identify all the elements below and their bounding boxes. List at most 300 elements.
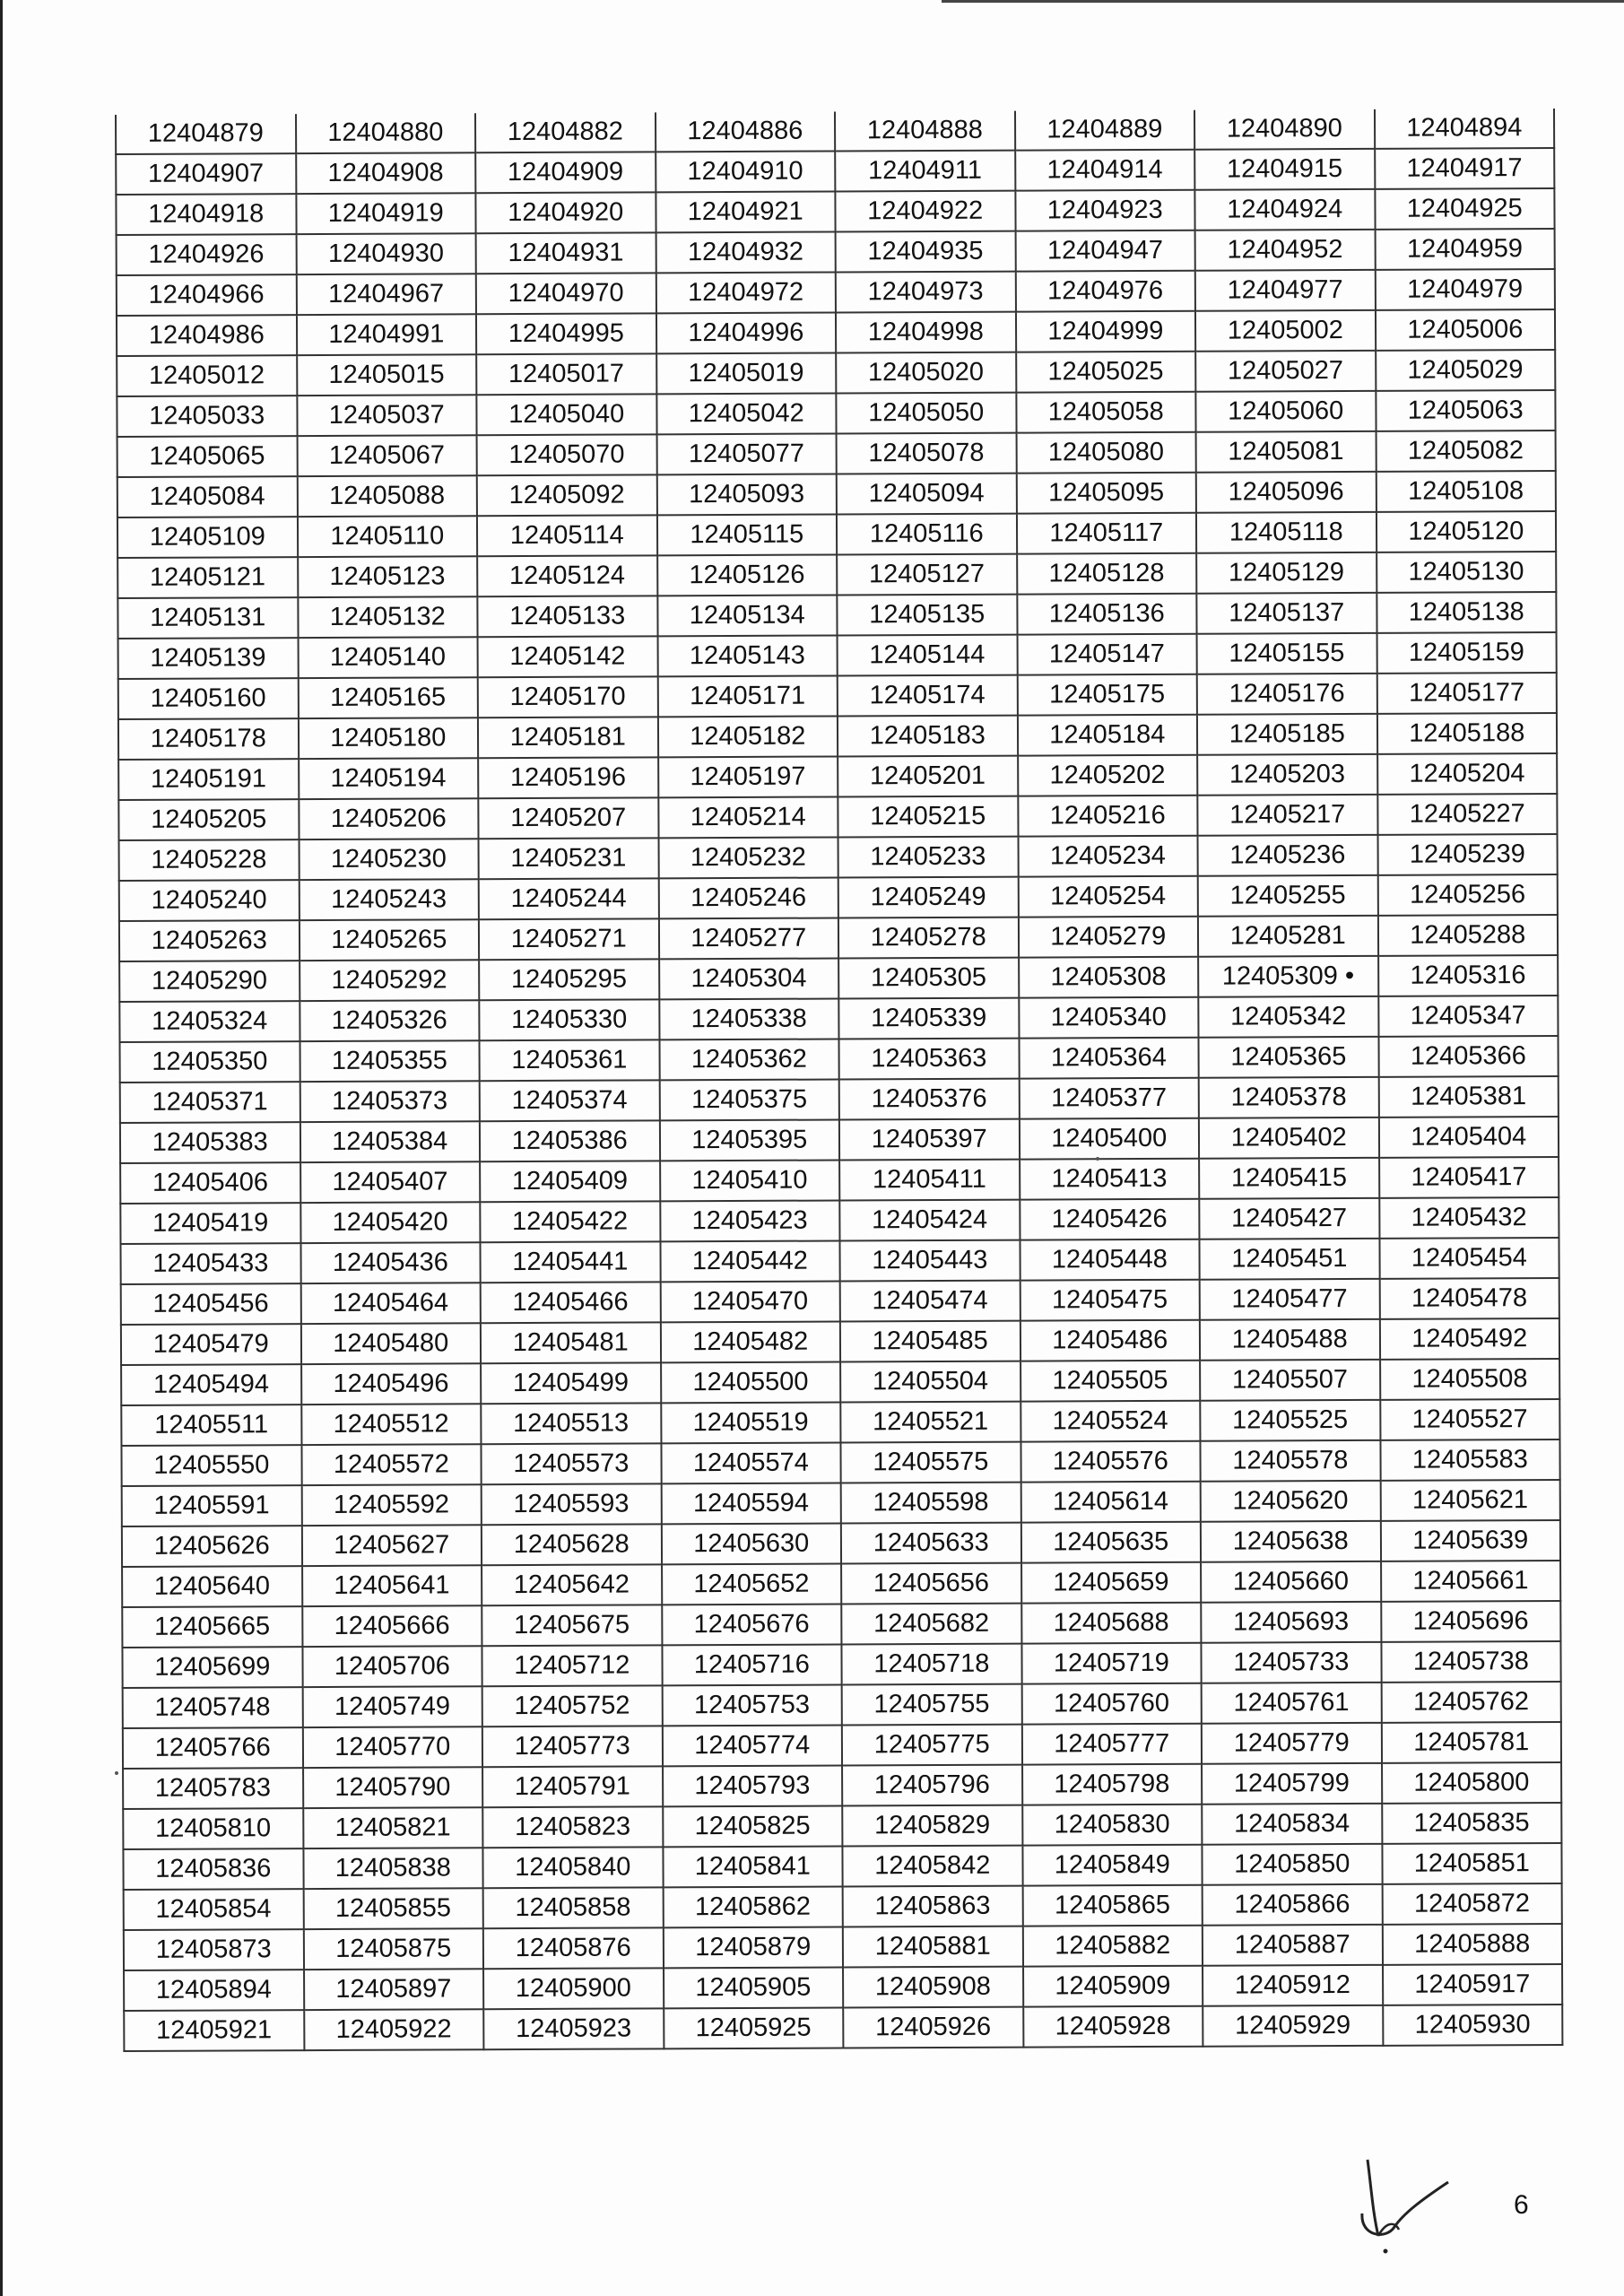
table-cell: 12405413: [1020, 1159, 1200, 1200]
table-cell: 12405214: [658, 796, 838, 838]
table-cell: 12404995: [476, 313, 656, 354]
table-cell: 12405308: [1019, 957, 1199, 998]
table-cell: 12405790: [303, 1767, 483, 1808]
table-cell: 12405456: [121, 1283, 301, 1325]
table-cell: 12405411: [839, 1160, 1020, 1201]
table-cell: 12405397: [839, 1119, 1020, 1161]
table-cell: 12405063: [1376, 390, 1556, 431]
table-cell: 12405175: [1017, 674, 1197, 716]
table-cell: 12405626: [122, 1526, 302, 1567]
table-cell: 12405796: [842, 1765, 1022, 1806]
table-cell: 12405477: [1200, 1279, 1380, 1320]
table-cell: 12405810: [123, 1808, 303, 1849]
table-cell: 12405738: [1381, 1641, 1561, 1683]
table-cell: 12405217: [1197, 795, 1377, 836]
table-cell: 12405508: [1380, 1359, 1560, 1400]
table-cell: 12405080: [1016, 432, 1196, 474]
table-cell: 12405006: [1375, 309, 1555, 351]
table-cell: 12405231: [479, 838, 659, 879]
table-cell: 12405800: [1382, 1762, 1562, 1804]
table-cell: 12405117: [1016, 513, 1196, 554]
table-cell: 12405760: [1021, 1683, 1202, 1725]
table-cell: 12405441: [480, 1241, 660, 1283]
table-row: [123, 1722, 1561, 1769]
table-cell: 12404879: [116, 114, 296, 154]
table-cell: 12405716: [662, 1644, 842, 1685]
table-cell: 12405191: [118, 759, 299, 800]
table-cell: 12405058: [1016, 392, 1196, 433]
table-cell: 12405025: [1016, 352, 1196, 393]
table-cell: 12405422: [480, 1201, 660, 1242]
table-cell: 12405830: [1022, 1805, 1203, 1846]
table-cell: 12405432: [1379, 1197, 1559, 1239]
table-cell: 12405905: [664, 1967, 844, 2008]
table-cell: 12405426: [1020, 1199, 1200, 1240]
table-row: [118, 794, 1557, 840]
table-cell: 12405661: [1381, 1561, 1561, 1602]
table-cell: 12405240: [119, 880, 300, 921]
table-cell: 12405093: [656, 474, 837, 515]
table-cell: 12405423: [660, 1200, 840, 1241]
table-cell: 12405930: [1383, 2005, 1563, 2046]
table-cell: 12405929: [1203, 2005, 1383, 2047]
table-cell: 12405050: [836, 393, 1016, 434]
table-cell: 12405263: [119, 920, 300, 961]
table-cell: 12405900: [483, 1968, 664, 2009]
table-cell: 12405620: [1201, 1481, 1381, 1522]
table-cell: 12404911: [835, 151, 1015, 192]
table-cell: 12405909: [1023, 1966, 1203, 2007]
table-cell: 12405639: [1380, 1520, 1560, 1561]
table-cell: 12405485: [840, 1321, 1020, 1362]
table-cell: 12405114: [477, 515, 657, 556]
table-cell: 12405206: [299, 798, 479, 839]
table-cell: 12405527: [1380, 1399, 1560, 1440]
table-cell: 12405504: [840, 1361, 1020, 1403]
table-cell: 12405033: [117, 396, 297, 437]
roll-number-table-body: [116, 109, 1562, 2051]
table-row: [120, 1076, 1559, 1123]
table-cell: 12405466: [481, 1282, 661, 1323]
table-row: [118, 632, 1557, 679]
table-cell: 12405409: [480, 1161, 660, 1202]
table-cell: 12405037: [297, 395, 477, 436]
table-cell: 12405897: [304, 1969, 484, 2010]
table-cell: 12405092: [477, 474, 657, 516]
table-cell: 12405196: [478, 757, 658, 798]
table-cell: 12405176: [1197, 674, 1377, 715]
table-cell: 12405230: [299, 839, 479, 880]
table-cell: 12405410: [660, 1160, 840, 1201]
table-cell: 12405863: [843, 1886, 1023, 1927]
table-cell: 12405402: [1199, 1118, 1379, 1159]
table-cell: 12405761: [1202, 1683, 1382, 1724]
table-cell: 12405239: [1377, 834, 1558, 875]
table-cell: 12405854: [124, 1889, 304, 1930]
table-cell: 12405216: [1018, 796, 1198, 837]
table-cell: 12405094: [837, 474, 1017, 515]
table-cell: 12405129: [1196, 552, 1376, 594]
table-cell: 12405347: [1378, 996, 1559, 1037]
table-cell: 12405134: [657, 595, 838, 636]
table-cell: 12405481: [481, 1322, 661, 1363]
table-row: [117, 269, 1555, 316]
table-cell: 12405404: [1378, 1117, 1559, 1158]
table-cell: 12404932: [656, 231, 836, 273]
table-cell: 12405246: [658, 877, 838, 918]
table-row: [123, 1843, 1561, 1890]
table-cell: 12405159: [1376, 632, 1557, 674]
table-cell: 12404959: [1375, 229, 1555, 270]
table-cell: 12404915: [1194, 149, 1375, 190]
table-cell: 12404908: [296, 152, 476, 194]
table-cell: 12405233: [838, 837, 1019, 878]
table-cell: 12404996: [656, 312, 836, 353]
table-cell: 12405443: [839, 1240, 1020, 1282]
table-cell: 12404972: [656, 272, 836, 313]
table-cell: 12405770: [302, 1726, 482, 1768]
table-cell: 12405020: [836, 352, 1016, 394]
table-cell: 12405480: [300, 1323, 481, 1364]
table-cell: 12405309 •: [1198, 956, 1378, 997]
table-cell: 12405841: [663, 1846, 843, 1887]
table-row: [117, 430, 1556, 477]
table-cell: 12405753: [662, 1684, 842, 1726]
table-cell: 12405324: [119, 1001, 300, 1042]
table-cell: 12405500: [661, 1361, 841, 1403]
table-cell: 12405640: [122, 1566, 302, 1607]
table-cell: 12405494: [121, 1364, 301, 1405]
table-cell: 12405406: [120, 1162, 300, 1204]
table-cell: 12404979: [1375, 269, 1555, 310]
table-cell: 12405236: [1198, 835, 1378, 876]
table-cell: 12405084: [117, 476, 298, 517]
table-cell: 12405875: [303, 1928, 483, 1970]
table-cell: 12405070: [477, 434, 657, 475]
table-cell: 12405676: [662, 1604, 842, 1645]
table-cell: 12405395: [659, 1119, 839, 1161]
table-row: [124, 1883, 1562, 1930]
table-cell: 12405505: [1020, 1361, 1201, 1402]
table-row: [120, 1157, 1559, 1204]
table-cell: 12405407: [300, 1161, 481, 1203]
table-cell: 12405442: [660, 1240, 840, 1282]
table-cell: 12404931: [476, 232, 656, 274]
table-cell: 12405375: [659, 1079, 839, 1120]
table-cell: 12405330: [479, 999, 659, 1040]
table-cell: 12405305: [838, 958, 1019, 999]
table-cell: 12404886: [655, 111, 835, 152]
table-cell: 12405829: [842, 1805, 1022, 1847]
table-cell: 12405373: [300, 1081, 480, 1122]
table-cell: 12405042: [656, 393, 837, 434]
table-cell: 12405160: [118, 678, 299, 719]
table-cell: 12405133: [477, 596, 657, 637]
table-cell: 12405095: [1016, 473, 1196, 514]
table-cell: 12404920: [475, 192, 656, 233]
scan-speck: [115, 1771, 118, 1775]
table-cell: 12405641: [302, 1565, 482, 1606]
table-cell: 12405928: [1023, 2006, 1203, 2048]
table-cell: 12405417: [1379, 1157, 1559, 1198]
table-row: [116, 148, 1554, 195]
table-cell: 12405488: [1200, 1319, 1380, 1361]
table-row: [118, 713, 1557, 760]
table-row: [121, 1278, 1559, 1325]
table-cell: 12405479: [121, 1324, 301, 1365]
table-row: [122, 1520, 1560, 1567]
table-cell: 12405127: [837, 554, 1017, 596]
table-cell: 12405183: [838, 716, 1018, 757]
table-cell: 12405823: [482, 1806, 663, 1848]
table-cell: 12405027: [1195, 351, 1376, 392]
table-cell: 12404935: [836, 231, 1016, 273]
table-cell: 12405912: [1203, 1965, 1383, 2006]
table-cell: 12405082: [1376, 430, 1556, 472]
table-cell: 12405598: [841, 1483, 1021, 1524]
table-row: [117, 471, 1556, 517]
table-cell: 12405821: [303, 1807, 483, 1848]
table-cell: 12405849: [1022, 1845, 1203, 1886]
table-row: [122, 1561, 1560, 1607]
table-cell: 12405719: [1021, 1643, 1202, 1684]
table-cell: 12405525: [1200, 1400, 1380, 1441]
table-cell: 12405203: [1197, 754, 1377, 796]
table-row: [123, 1762, 1561, 1809]
table-cell: 12405123: [298, 556, 478, 597]
table-cell: 12404930: [296, 233, 476, 274]
table-cell: 12404890: [1194, 109, 1375, 150]
table-cell: 12405855: [303, 1888, 483, 1929]
table-cell: 12404976: [1015, 271, 1195, 312]
table-row: [120, 1117, 1559, 1163]
table-cell: 12405019: [656, 352, 837, 394]
table-cell: 12405362: [659, 1039, 839, 1080]
table-row: [121, 1359, 1559, 1405]
table-cell: 12405131: [117, 597, 298, 639]
table-cell: 12404921: [656, 191, 836, 232]
table-cell: 12405400: [1019, 1118, 1199, 1160]
table-cell: 12405706: [302, 1646, 482, 1687]
table-cell: 12405573: [481, 1443, 661, 1484]
scan-edge-left: [0, 0, 3, 2296]
table-cell: 12405065: [117, 436, 298, 477]
table-row: [117, 309, 1555, 356]
table-row: [120, 1197, 1559, 1244]
table-cell: 12404947: [1015, 230, 1195, 272]
table-cell: 12405386: [480, 1120, 660, 1161]
table-cell: 12405666: [302, 1605, 482, 1647]
table-cell: 12405155: [1197, 633, 1377, 674]
table-cell: 12405277: [658, 918, 838, 959]
table-cell: 12404999: [1015, 311, 1195, 352]
table-cell: 12405474: [840, 1281, 1020, 1322]
table-cell: 12405675: [482, 1605, 662, 1646]
table-cell: 12405232: [658, 837, 838, 878]
table-cell: 12405366: [1378, 1036, 1559, 1077]
table-cell: 12405088: [297, 475, 477, 517]
table-cell: 12405513: [481, 1403, 661, 1444]
table-cell: 12405201: [838, 756, 1018, 797]
table-cell: 12405592: [301, 1484, 482, 1526]
table-cell: 12404991: [296, 314, 476, 355]
scan-speck: [1096, 1157, 1099, 1161]
signature-mark: [1359, 2151, 1475, 2258]
table-cell: 12405205: [118, 799, 299, 840]
table-cell: 12405888: [1382, 1924, 1562, 1965]
table-cell: 12405627: [301, 1525, 482, 1566]
table-cell: 12405633: [841, 1523, 1021, 1564]
table-cell: 12405143: [657, 635, 838, 676]
table-cell: 12405316: [1378, 955, 1559, 996]
table-row: [116, 109, 1554, 154]
table-cell: 12405142: [478, 636, 658, 677]
table-cell: 12405355: [300, 1040, 480, 1082]
table-cell: 12405135: [837, 595, 1017, 636]
table-cell: 12405882: [1022, 1926, 1203, 1967]
table-cell: 12405496: [301, 1363, 482, 1405]
table-row: [119, 915, 1558, 961]
table-cell: 12404977: [1195, 270, 1376, 311]
table-cell: 12405249: [838, 877, 1019, 918]
table-cell: 12405834: [1202, 1804, 1382, 1845]
table-cell: 12405361: [480, 1039, 660, 1081]
table-cell: 12405118: [1196, 512, 1376, 553]
table-cell: 12405894: [124, 1970, 304, 2011]
table-cell: 12405290: [119, 961, 300, 1002]
table-cell: 12405635: [1020, 1522, 1201, 1563]
table-cell: 12405078: [837, 433, 1017, 474]
table-cell: 12404966: [117, 274, 297, 316]
table-cell: 12405017: [476, 353, 656, 395]
table-cell: 12405521: [840, 1402, 1020, 1443]
table-row: [119, 955, 1558, 1002]
table-cell: 12405825: [663, 1805, 843, 1847]
table-cell: 12405338: [659, 998, 839, 1039]
table-cell: 12404924: [1194, 189, 1375, 230]
table-cell: 12405642: [482, 1564, 662, 1605]
table-cell: 12404914: [1015, 150, 1195, 191]
table-row: [117, 229, 1555, 275]
table-cell: 12405096: [1196, 472, 1376, 513]
table-cell: 12404918: [116, 194, 296, 235]
table-cell: 12405693: [1201, 1602, 1381, 1643]
table-cell: 12405836: [123, 1848, 303, 1890]
table-cell: 12405682: [841, 1604, 1021, 1645]
table-cell: 12405630: [661, 1523, 841, 1564]
table-cell: 12405840: [482, 1847, 663, 1888]
table-cell: 12405688: [1021, 1603, 1202, 1644]
table-cell: 12405575: [840, 1442, 1020, 1483]
table-cell: 12405278: [838, 918, 1019, 959]
table-row: [124, 2005, 1562, 2051]
table-cell: 12405475: [1020, 1280, 1200, 1321]
table-cell: 12405858: [483, 1887, 664, 1928]
table-cell: 12405578: [1200, 1440, 1380, 1482]
table-cell: 12405433: [120, 1243, 300, 1284]
table-cell: 12405376: [839, 1079, 1020, 1120]
table-cell: 12405182: [657, 716, 838, 757]
table-cell: 12405185: [1197, 714, 1377, 755]
table-row: [120, 1238, 1559, 1284]
table-cell: 12405256: [1377, 874, 1558, 916]
table-cell: 12405873: [124, 1929, 304, 1970]
table-cell: 12405384: [300, 1121, 480, 1162]
table-row: [122, 1480, 1560, 1526]
table-row: [116, 188, 1554, 235]
table-row: [117, 552, 1556, 598]
table-cell: 12405881: [843, 1926, 1023, 1968]
table-row: [119, 996, 1558, 1042]
table-cell: 12405835: [1382, 1803, 1562, 1844]
table-cell: 12405482: [660, 1321, 840, 1362]
table-cell: 12405181: [478, 717, 658, 758]
table-cell: 12405067: [297, 435, 477, 476]
table-cell: 12405244: [479, 878, 659, 919]
table-cell: 12405326: [300, 1000, 480, 1041]
table-cell: 12404922: [835, 191, 1015, 232]
table-cell: 12405838: [303, 1848, 483, 1889]
table-cell: 12405436: [300, 1242, 481, 1283]
table-row: [121, 1399, 1559, 1446]
table-cell: 12405215: [838, 796, 1018, 838]
table-cell: 12405378: [1199, 1077, 1379, 1118]
table-cell: 12405576: [1020, 1441, 1201, 1483]
table-cell: 12405115: [656, 514, 837, 555]
table-cell: 12405621: [1380, 1480, 1560, 1521]
table-cell: 12405227: [1377, 794, 1558, 835]
table-cell: 12405420: [300, 1202, 481, 1243]
table-cell: 12405921: [124, 2010, 304, 2051]
table-cell: 12405923: [483, 2008, 664, 2049]
table-cell: 12405371: [120, 1082, 300, 1123]
table-cell: 12405081: [1196, 431, 1376, 473]
table-cell: 12404952: [1195, 230, 1376, 271]
table-cell: 12405574: [661, 1442, 841, 1483]
table-cell: 12404882: [475, 112, 656, 152]
table-cell: 12405773: [482, 1726, 663, 1767]
table-cell: 12405365: [1199, 1037, 1379, 1078]
table-cell: 12405177: [1376, 673, 1557, 714]
table-cell: 12405766: [123, 1727, 303, 1769]
table-cell: 12405204: [1377, 753, 1558, 795]
table-cell: 12405779: [1202, 1723, 1382, 1764]
table-cell: 12405132: [298, 596, 478, 638]
table-cell: 12405749: [302, 1686, 482, 1727]
table-cell: 12404923: [1015, 190, 1195, 231]
table-cell: 12405614: [1020, 1482, 1201, 1523]
table-cell: 12405511: [121, 1405, 301, 1446]
table-cell: 12405184: [1017, 715, 1197, 756]
table-cell: 12405139: [118, 638, 299, 679]
table-cell: 12405144: [838, 635, 1018, 676]
table-row: [121, 1439, 1559, 1486]
table-cell: 12405524: [1020, 1401, 1201, 1442]
table-cell: 12405015: [297, 354, 477, 396]
roll-number-table: [115, 109, 1563, 2052]
table-cell: 12405628: [482, 1524, 662, 1565]
table-cell: 12405419: [120, 1203, 300, 1244]
table-cell: 12405279: [1018, 917, 1198, 958]
table-cell: 12405842: [842, 1846, 1022, 1887]
table-row: [123, 1803, 1561, 1849]
table-cell: 12405228: [119, 839, 300, 881]
table-cell: 12405748: [123, 1687, 303, 1728]
table-cell: 12405109: [117, 517, 298, 558]
table-row: [120, 1036, 1559, 1083]
table-row: [119, 874, 1558, 921]
table-row: [122, 1601, 1560, 1648]
